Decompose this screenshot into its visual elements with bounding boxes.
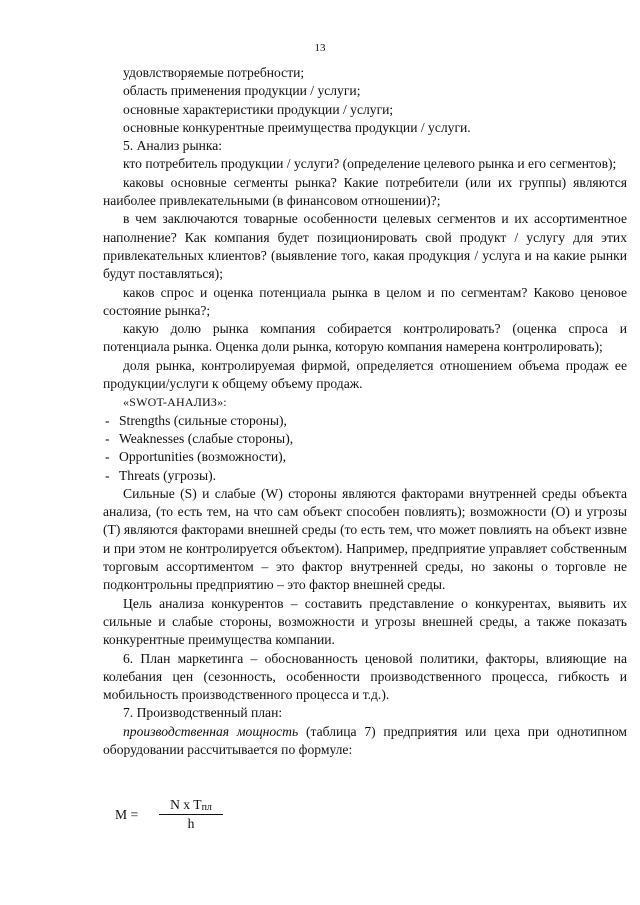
- list-marker: -: [105, 449, 110, 465]
- para-consumer: кто потребитель продукции / услуги? (определение целевого рынка и его сегментов);: [123, 156, 617, 172]
- line-competitive-advantages: основные конкурентные преимущества продукции / услуги.: [123, 119, 471, 135]
- page-body: [103, 64, 627, 759]
- formula-subscript: пл: [201, 802, 212, 813]
- list-item: - Opportunities (возможности),: [103, 448, 627, 466]
- para-target-segments: в чем заключаются товарные особенности целевых сегментов и их ассортиментное наполнение? Как компания будет позиционировать свой продукт / услугу для этих привлекательных клиентов? (выявление того, какая продукция / услуга и на какие рынки будут поставляться);: [103, 211, 627, 282]
- para-market-share-definition: доля рынка, контролируемая фирмой, определяется отношением объема продаж ее продукции/услуги к общему объему продаж.: [103, 357, 627, 392]
- formula-denominator: h: [187, 816, 195, 831]
- line-application-area: область применения продукции / услуги;: [123, 83, 361, 99]
- page-number: 13: [314, 42, 326, 54]
- para-swot-explanation: Сильные (S) и слабые (W) стороны являются факторами внутренней среды объекта анализа, (то есть тем, на что сам объект способен повлиять); возможности (O) и угрозы (T) являются факторами внешней среды (то есть тем, что может повлиять на объект извне и при этом не контролируется объектом). Например, предприятие управляет собственным торговым ассортиментом – это фактор внутренней среды, но законы о торговле не подконтрольны предприятию – это фактор внешней среды.: [103, 485, 627, 593]
- list-item: - Weaknesses (слабые стороны),: [103, 430, 627, 448]
- line-satisfied-needs: удовлстворяемые потребности;: [123, 65, 305, 80]
- line-main-characteristics: основные характеристики продукции / услуги;: [123, 101, 394, 117]
- section-production-plan: 7. Производственный план:: [123, 705, 283, 721]
- section-market-analysis: 5. Анализ рынка:: [123, 138, 223, 154]
- para-segments: каковы основные сегменты рынка? Какие потребители (или их группы) являются наиболее привлекательными (в финансовом отношении)?;: [103, 174, 627, 209]
- list-item: - Threats (угрозы).: [103, 467, 627, 485]
- swot-heading: «SWOT-АНАЛИЗ»:: [123, 395, 227, 410]
- formula-lhs: M =: [115, 807, 139, 822]
- para-production-capacity: производственная мощность (таблица 7) предприятия или цеха при однотипном оборудовании рассчитывается по формуле:: [103, 723, 627, 757]
- para-marketing-plan: 6. План маркетинга – обоснованность ценовой политики, факторы, влияющие на колебания цен (сезонность, особенности производственного процесса, гибкость и мобильность производственного процесса и т.д.).: [103, 650, 627, 703]
- list-marker: -: [105, 430, 110, 446]
- term-production-capacity: производственная мощность: [123, 723, 299, 739]
- list-marker: -: [105, 467, 110, 483]
- formula-fraction: [159, 797, 223, 832]
- list-item: - Strengths (сильные стороны),: [103, 412, 627, 430]
- list-marker: -: [105, 412, 110, 428]
- para-demand: каков спрос и оценка потенциала рынка в целом и по сегментам? Каково ценовое состояние рынка?;: [103, 284, 627, 318]
- para-market-share-control: какую долю рынка компания собирается контролировать? (оценка спроса и потенциала рынка. Оценка доли рынка, которую компания намерена контролировать);: [103, 321, 627, 355]
- para-competitor-analysis: Цель анализа конкурентов – составить представление о конкурентах, выявить их сильные и слабые стороны, возможности и угрозы внешней среды, а также показать конкурентные преимущества компании.: [103, 595, 627, 648]
- formula-numerator: N x $T_{пл}$: [159, 797, 223, 815]
